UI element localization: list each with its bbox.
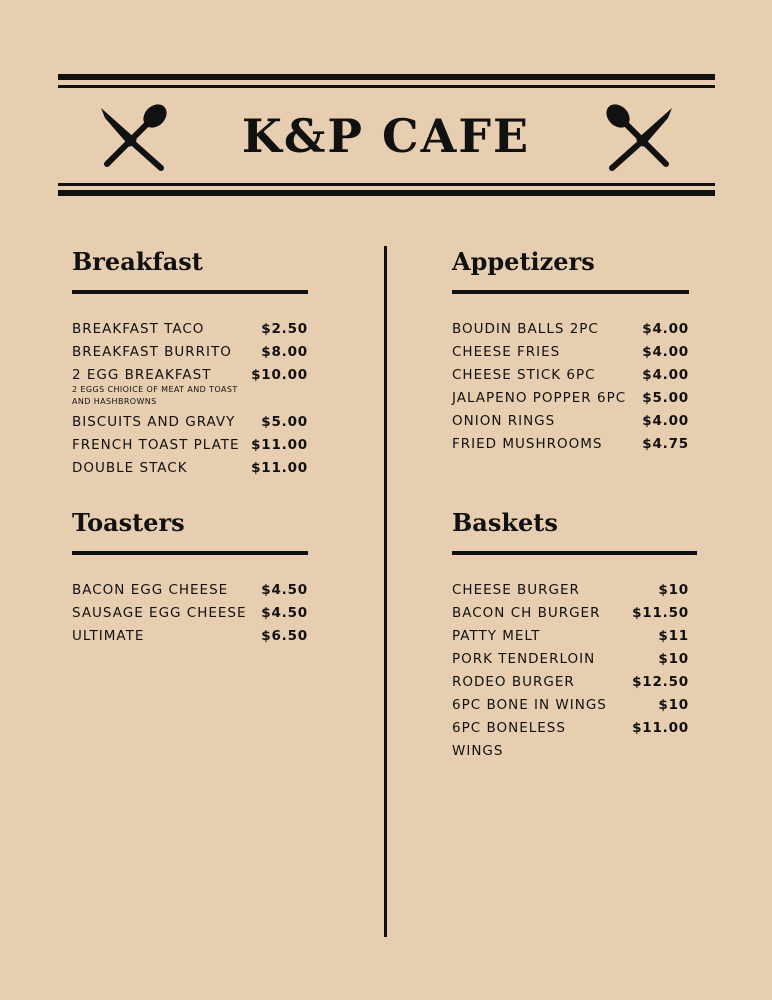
item-name: 2 EGG BREAKFAST: [72, 367, 212, 383]
item-name: PORK TENDERLOIN: [452, 651, 596, 667]
menu-list: [452, 318, 689, 456]
item-name: BOUDIN BALLS 2PC: [452, 321, 599, 337]
item-price: $11.00: [632, 720, 689, 736]
item-description: 2 EGGS CHIOICE OF MEAT AND TOAST AND HASHBROWNS: [72, 385, 238, 406]
menu-list: [72, 318, 308, 480]
menu-item: [452, 341, 689, 364]
menu-item: [72, 364, 308, 408]
item-name: ULTIMATE: [72, 628, 145, 644]
section-baskets: [452, 508, 697, 763]
item-price: $10: [658, 697, 689, 713]
menu-item: [72, 411, 308, 434]
item-name: ONION RINGS: [452, 413, 556, 429]
item-price: $12.50: [632, 674, 689, 690]
item-name: BACON EGG CHEESE: [72, 582, 229, 598]
menu-item: [452, 410, 689, 433]
item-name: FRIED MUSHROOMS: [452, 436, 603, 452]
item-price: $11.00: [251, 460, 308, 476]
menu-list: [72, 579, 308, 648]
item-price: $8.00: [261, 344, 308, 360]
item-name: JALAPENO POPPER 6PC: [452, 390, 627, 406]
item-name: BREAKFAST BURRITO: [72, 344, 232, 360]
item-name: BACON CH BURGER: [452, 605, 601, 621]
item-name: 6PC BONELESS: [452, 720, 566, 736]
menu-item: [452, 602, 689, 625]
item-price: $2.50: [261, 321, 308, 337]
menu-item: [72, 318, 308, 341]
item-price: $4.00: [642, 344, 689, 360]
header-bottom-rule-thin: [58, 183, 715, 186]
item-name: DOUBLE STACK: [72, 460, 188, 476]
section-toasters: [72, 508, 308, 648]
menu-item: [72, 434, 308, 457]
item-name: CHEESE STICK 6PC: [452, 367, 596, 383]
item-name: RODEO BURGER: [452, 674, 575, 690]
menu-item: [72, 457, 308, 480]
item-name: FRENCH TOAST PLATE: [72, 437, 240, 453]
menu-item: [452, 364, 689, 387]
item-price: $10.00: [251, 367, 308, 383]
item-name: CHEESE BURGER: [452, 582, 580, 598]
header-bottom-rule-thick: [58, 190, 715, 196]
item-price: $4.00: [642, 413, 689, 429]
header-top-rule-thin: [58, 85, 715, 88]
item-name: BISCUITS AND GRAVY: [72, 414, 236, 430]
item-price: $4.75: [642, 436, 689, 452]
item-price: $6.50: [261, 628, 308, 644]
menu-list: [452, 579, 689, 763]
item-name: SAUSAGE EGG CHEESE: [72, 605, 247, 621]
section-rule: [72, 290, 308, 294]
menu-item: [452, 579, 689, 602]
item-price: $10: [658, 582, 689, 598]
item-price: $4.50: [261, 605, 308, 621]
cafe-title: K&P CAFE: [241, 109, 531, 163]
column-divider: [384, 246, 387, 937]
item-price: $11.50: [632, 605, 689, 621]
header-top-rule-thick: [58, 74, 715, 80]
item-name: PATTY MELT: [452, 628, 541, 644]
menu-item: [452, 625, 689, 648]
section-rule: [72, 551, 308, 555]
item-name: BREAKFAST TACO: [72, 321, 205, 337]
item-name: 6PC BONE IN WINGS: [452, 697, 607, 713]
menu-item: [72, 579, 308, 602]
menu-item: [452, 648, 689, 671]
section-rule: [452, 551, 697, 555]
item-name: CHEESE FRIES: [452, 344, 561, 360]
menu-item: [72, 341, 308, 364]
item-price: $10: [658, 651, 689, 667]
menu-item: [452, 717, 689, 740]
menu-item: [452, 433, 689, 456]
menu-item: [452, 318, 689, 341]
item-price: $11.00: [251, 437, 308, 453]
item-price: $5.00: [261, 414, 308, 430]
menu-item: [72, 602, 308, 625]
menu-item: [452, 694, 689, 717]
section-rule: [452, 290, 689, 294]
item-price: $11: [658, 628, 689, 644]
section-title: Toasters: [72, 508, 185, 537]
menu-item: [72, 625, 308, 648]
item-price: $5.00: [642, 390, 689, 406]
menu-item: [452, 671, 689, 694]
menu-item: [452, 387, 689, 410]
section-title: Appetizers: [452, 247, 595, 276]
section-appetizers: [452, 247, 689, 456]
item-price: $4.50: [261, 582, 308, 598]
menu-item: [452, 740, 689, 763]
spoon-knife-icon: [602, 100, 674, 172]
section-breakfast: [72, 247, 308, 480]
item-name: WINGS: [452, 743, 504, 759]
item-price: $4.00: [642, 321, 689, 337]
section-title: Breakfast: [72, 247, 203, 276]
item-price: $4.00: [642, 367, 689, 383]
section-title: Baskets: [452, 508, 558, 537]
